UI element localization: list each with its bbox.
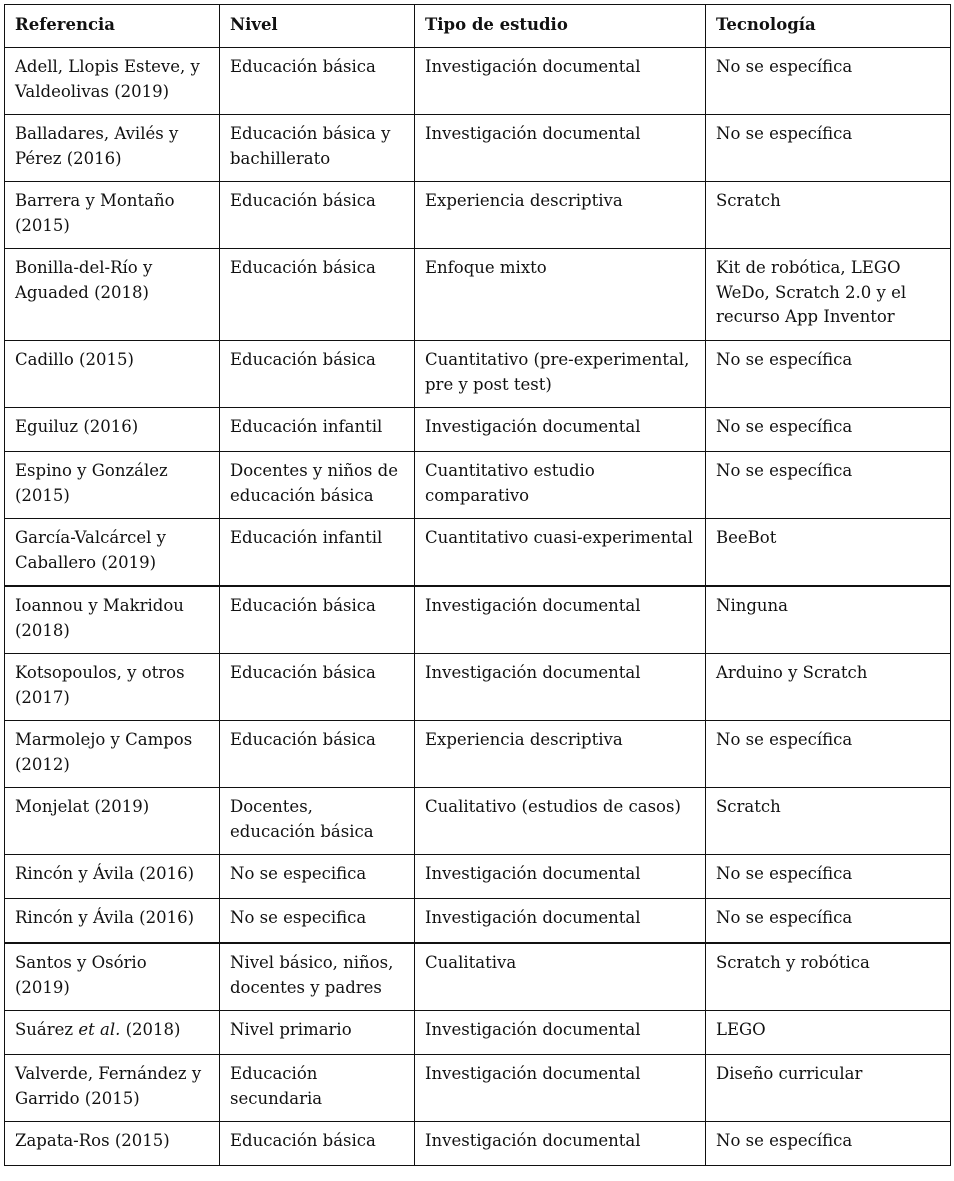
cell-referencia: Ioannou y Makridou (2018): [5, 586, 220, 654]
cell-referencia: Marmolejo y Campos (2012): [5, 721, 220, 788]
cell-tecnologia: Scratch y robótica: [706, 943, 951, 1011]
cell-tipo: Cuantitativo (pre-experimental, pre y post test): [415, 341, 706, 408]
cell-tipo: Investigación documental: [415, 1055, 706, 1122]
table-row: [5, 586, 951, 654]
cell-nivel: Nivel básico, niños, docentes y padres: [220, 943, 415, 1011]
cell-tipo: Investigación documental: [415, 408, 706, 452]
cell-tecnologia: Arduino y Scratch: [706, 654, 951, 721]
cell-nivel: Docentes y niños de educación básica: [220, 452, 415, 519]
cell-tecnologia: No se específica: [706, 115, 951, 182]
header-referencia: Referencia: [5, 5, 220, 48]
cell-referencia: Espino y González (2015): [5, 452, 220, 519]
cell-tecnologia: Scratch: [706, 182, 951, 249]
cell-nivel: No se especifica: [220, 899, 415, 944]
cell-referencia: Kotsopoulos, y otros (2017): [5, 654, 220, 721]
table-row: [5, 182, 951, 249]
studies-table: [4, 4, 951, 1166]
cell-nivel: Educación básica: [220, 586, 415, 654]
header-tecnologia: Tecnología: [706, 5, 951, 48]
cell-tecnologia: No se específica: [706, 408, 951, 452]
cell-nivel: Educación básica: [220, 249, 415, 341]
cell-nivel: Educación básica: [220, 721, 415, 788]
cell-referencia: Rincón y Ávila (2016): [5, 855, 220, 899]
cell-tecnologia: LEGO: [706, 1011, 951, 1055]
reference-et-al: et al.: [78, 1020, 121, 1039]
cell-tecnologia: BeeBot: [706, 519, 951, 587]
cell-nivel: Educación básica: [220, 654, 415, 721]
cell-referencia: Adell, Llopis Esteve, y Valdeolivas (2019): [5, 48, 220, 115]
reference-year: (2018): [120, 1020, 181, 1039]
cell-referencia: Balladares, Avilés y Pérez (2016): [5, 115, 220, 182]
table-row: [5, 654, 951, 721]
cell-tecnologia: No se específica: [706, 721, 951, 788]
cell-tipo: Investigación documental: [415, 115, 706, 182]
cell-nivel: No se especifica: [220, 855, 415, 899]
cell-nivel: Educación básica: [220, 341, 415, 408]
table-row: [5, 899, 951, 944]
cell-tipo: Cualitativo (estudios de casos): [415, 788, 706, 855]
table-row: [5, 1055, 951, 1122]
cell-nivel: Educación básica y bachillerato: [220, 115, 415, 182]
cell-referencia: Valverde, Fernández y Garrido (2015): [5, 1055, 220, 1122]
cell-tipo: Investigación documental: [415, 654, 706, 721]
cell-nivel: Nivel primario: [220, 1011, 415, 1055]
cell-referencia: Eguiluz (2016): [5, 408, 220, 452]
cell-nivel: Educación secundaria: [220, 1055, 415, 1122]
cell-nivel: Educación infantil: [220, 408, 415, 452]
table-row: [5, 249, 951, 341]
table-row: [5, 1122, 951, 1166]
cell-tipo: Investigación documental: [415, 1011, 706, 1055]
header-nivel: Nivel: [220, 5, 415, 48]
cell-referencia: Santos y Osório (2019): [5, 943, 220, 1011]
cell-tecnologia: Kit de robótica, LEGO WeDo, Scratch 2.0 y el recurso App Inventor: [706, 249, 951, 341]
cell-referencia: Bonilla-del-Río y Aguaded (2018): [5, 249, 220, 341]
table-row: [5, 115, 951, 182]
cell-nivel: Educación básica: [220, 48, 415, 115]
table-header-row: [5, 5, 951, 48]
cell-referencia: Barrera y Montaño (2015): [5, 182, 220, 249]
cell-tecnologia: Diseño curricular: [706, 1055, 951, 1122]
table-row: [5, 341, 951, 408]
table-row: [5, 788, 951, 855]
table-row: [5, 408, 951, 452]
cell-tecnologia: Scratch: [706, 788, 951, 855]
cell-tipo: Investigación documental: [415, 899, 706, 944]
cell-referencia: Rincón y Ávila (2016): [5, 899, 220, 944]
cell-tipo: Experiencia descriptiva: [415, 721, 706, 788]
header-tipo-de-estudio: Tipo de estudio: [415, 5, 706, 48]
cell-tecnologia: No se específica: [706, 899, 951, 944]
cell-tecnologia: No se específica: [706, 341, 951, 408]
table-row: [5, 1011, 951, 1055]
table-row: [5, 721, 951, 788]
cell-tipo: Enfoque mixto: [415, 249, 706, 341]
cell-tipo: Cuantitativo cuasi-experimental: [415, 519, 706, 587]
table-row: [5, 855, 951, 899]
table-row: [5, 519, 951, 587]
table-row: [5, 943, 951, 1011]
cell-tipo: Experiencia descriptiva: [415, 182, 706, 249]
cell-tipo: Investigación documental: [415, 855, 706, 899]
cell-nivel: Educación básica: [220, 182, 415, 249]
cell-tipo: Investigación documental: [415, 586, 706, 654]
table-row: [5, 452, 951, 519]
reference-author: Suárez: [15, 1020, 79, 1039]
cell-nivel: Docentes, educación básica: [220, 788, 415, 855]
cell-nivel: Educación básica: [220, 1122, 415, 1166]
cell-referencia: Cadillo (2015): [5, 341, 220, 408]
cell-tecnologia: No se específica: [706, 1122, 951, 1166]
cell-tecnologia: No se específica: [706, 48, 951, 115]
cell-referencia: García-Valcárcel y Caballero (2019): [5, 519, 220, 587]
cell-referencia: Monjelat (2019): [5, 788, 220, 855]
cell-tipo: Cualitativa: [415, 943, 706, 1011]
cell-nivel: Educación infantil: [220, 519, 415, 587]
cell-referencia: Zapata-Ros (2015): [5, 1122, 220, 1166]
cell-tecnologia: Ninguna: [706, 586, 951, 654]
cell-tipo: Cuantitativo estudio comparativo: [415, 452, 706, 519]
cell-tipo: Investigación documental: [415, 1122, 706, 1166]
cell-tecnologia: No se específica: [706, 452, 951, 519]
cell-referencia: [5, 1011, 220, 1055]
cell-tipo: Investigación documental: [415, 48, 706, 115]
table-row: [5, 48, 951, 115]
cell-tecnologia: No se específica: [706, 855, 951, 899]
